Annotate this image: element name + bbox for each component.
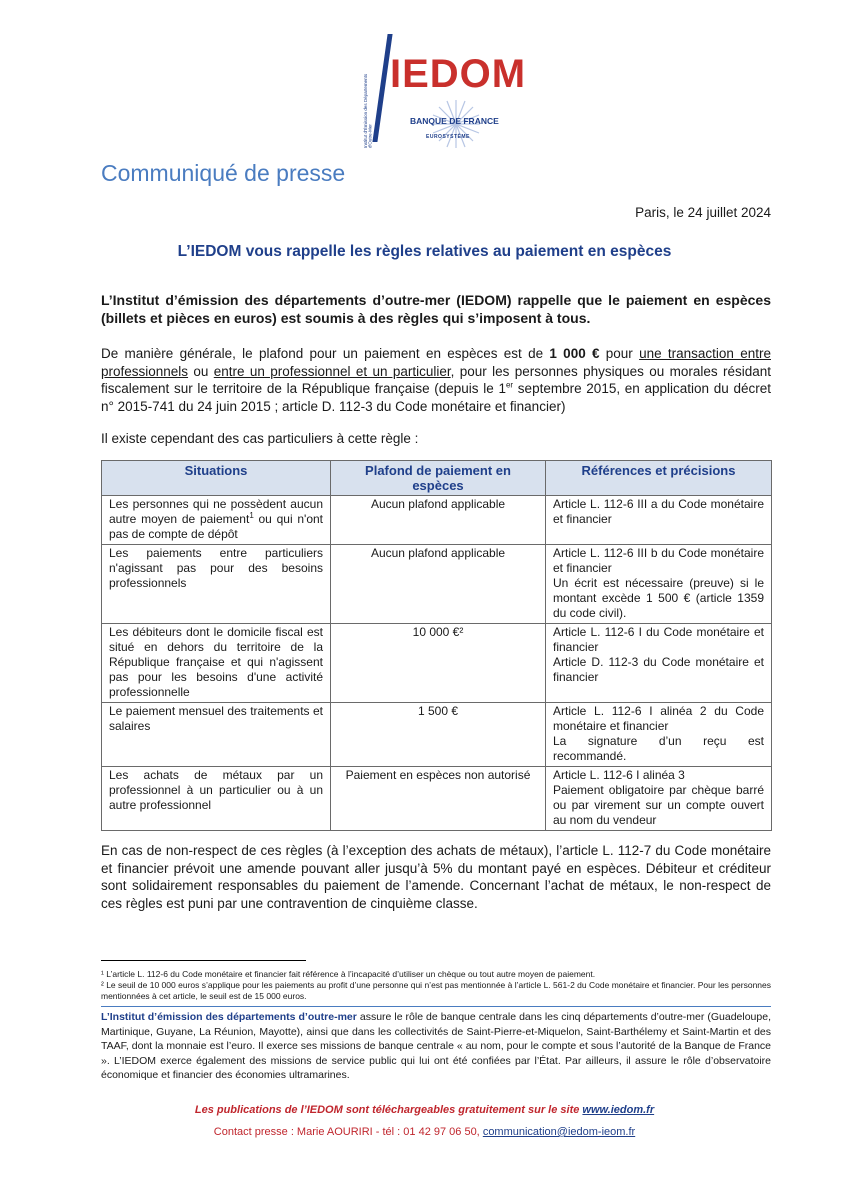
plafond-cell: Aucun plafond applicable: [331, 496, 546, 545]
contact-email-link[interactable]: communication@iedom-ieom.fr: [482, 1126, 636, 1138]
situation-text: Les débiteurs dont le domicile fiscal est situé en dehors du territoire de la République française et qui n'agissent pas pour les besoins d'une activité professionnelle: [109, 625, 323, 699]
header-references: Références et précisions: [546, 461, 772, 496]
situation-text-end: ou qui n'ont pas de compte de dépôt: [109, 512, 323, 541]
contact-text: Contact presse : Marie AOURIRI - tél : 01 42 97 06 50,: [213, 1126, 483, 1138]
text-segment: pour: [599, 346, 640, 361]
iedom-logo: [352, 30, 527, 148]
table-row: [102, 496, 772, 545]
headline: L’IEDOM vous rappelle les règles relatives au paiement en espèces: [177, 243, 672, 260]
special-cases-table: [101, 460, 772, 831]
underlined-professionals: une transaction entre professionnels: [101, 346, 771, 379]
footnote-2: ² Le seuil de 10 000 euros s’applique pour les paiements au profit d’une personne qui n’est pas mentionnée à l’article L. 561-2 du Code monétaire et financier. Pour les personnes mentionnées à cet article, le seuil est de 15 000 euros.: [101, 980, 771, 1001]
press-contact: [0, 1126, 849, 1138]
about-divider: [101, 1006, 771, 1007]
situation-text: Les personnes qui ne possèdent aucun autre moyen de paiement: [109, 497, 323, 526]
reference-line: Article L. 112-6 III b du Code monétaire et financier: [553, 546, 764, 575]
plafond-cell: 10 000 €²: [331, 624, 546, 703]
situation-cell: [102, 496, 331, 545]
text-segment: ou: [188, 363, 214, 379]
footnote-1: ¹ L’article L. 112-6 du Code monétaire et financier fait référence à l’incapacité d’utiliser un chèque ou tout autre moyen de paiement.: [101, 969, 596, 979]
footnote-marker: 1: [249, 511, 254, 520]
reference-line: Paiement obligatoire par chèque barré ou par virement sur un compte ouvert au nom du vendeur: [553, 783, 764, 827]
plafond-cell: Aucun plafond applicable: [331, 545, 546, 624]
penalty-paragraph: En cas de non-respect de ces règles (à l’exception des achats de métaux), l’article L. 112-7 du Code monétaire et financier prévoit une amende pouvant aller jusqu’à 5% du montant payé en espèces. Débiteur et créditeur sont solidairement responsables du paiement de l’amende. Concernant l’achat de métaux, le non-respect de ces règles est puni par une contravention de cinquième classe.: [101, 843, 771, 911]
situation-cell: [102, 624, 331, 703]
table-row: [102, 703, 772, 767]
cash-limit-amount: 1 000 €: [549, 346, 600, 361]
logo-wordmark: IEDOM: [390, 52, 527, 96]
plafond-cell: 1 500 €: [331, 703, 546, 767]
superscript: er: [505, 380, 514, 390]
references-cell: [546, 545, 772, 624]
general-rule-paragraph: [101, 345, 771, 415]
situation-cell: [102, 545, 331, 624]
references-cell: [546, 703, 772, 767]
references-cell: [546, 496, 772, 545]
page-title: Communiqué de presse: [101, 160, 346, 186]
reference-line: Article L. 112-6 I alinéa 3: [553, 768, 685, 782]
header-situations: Situations: [102, 461, 331, 496]
reference-line: La signature d’un reçu est recommandé.: [553, 734, 764, 763]
reference-line: Article L. 112-6 III a du Code monétaire et financier: [553, 497, 764, 526]
reference-line: Article L. 112-6 I du Code monétaire et financier: [553, 625, 764, 654]
logo-tiny-text: Institut d'Émission des Départements d'Outre-Mer: [363, 73, 373, 148]
table-header-row: [102, 461, 772, 496]
reference-line: Article D. 112-3 du Code monétaire et financier: [553, 655, 764, 684]
situation-text: Le paiement mensuel des traitements et salaires: [109, 704, 323, 733]
table-row: [102, 624, 772, 703]
references-cell: [546, 767, 772, 831]
special-cases-intro: Il existe cependant des cas particuliers à cette règle :: [101, 431, 419, 446]
plafond-cell: Paiement en espèces non autorisé: [331, 767, 546, 831]
footnote-rule: [101, 960, 306, 961]
situation-text: Les paiements entre particuliers n'agissant pas pour des besoins professionnels: [109, 546, 323, 590]
header-plafond: Plafond de paiement en espèces: [331, 461, 546, 496]
press-date: Paris, le 24 juillet 2024: [635, 205, 771, 220]
situation-text: Les achats de métaux par un professionnel à un particulier ou à un autre professionnel: [109, 768, 323, 812]
table-row: [102, 545, 772, 624]
text-segment: septembre 2015, en application du décret n° 2015-741 du 24 juin 2015 ; article D. 112-3 du Code monétaire et financier): [101, 381, 771, 414]
situation-cell: [102, 703, 331, 767]
about-title: L’Institut d’émission des départements d’outre-mer: [101, 1011, 357, 1023]
website-link[interactable]: www.iedom.fr: [582, 1104, 655, 1116]
logo-eurosysteme: EUROSYSTÈME: [426, 134, 470, 140]
about-text: assure le rôle de banque centrale dans les cinq départements d’outre-mer (Guadeloupe, Martinique, Guyane, La Réunion, Mayotte), ainsi que dans les collectivités de Saint-Pierre-et-Miquelon, Saint-Barthélemy et Saint-Martin et des TAAF, dont la monnaie est l’euro. Il exerce ses missions de banque centrale « au nom, pour le compte et sous l’autorité de la Banque de France ». L’IEDOM exerce également des missions de service public qui lui ont été confiées par l’État. Par ailleurs, il assure le rôle d’observatoire économique et financier des économies ultramarines.: [101, 1011, 771, 1081]
references-cell: [546, 624, 772, 703]
reference-line: Un écrit est nécessaire (preuve) si le montant excède 1 500 € (article 1359 du code civil).: [553, 576, 764, 620]
publications-notice: [0, 1104, 849, 1116]
table-row: [102, 767, 772, 831]
text-segment: , pour les personnes physiques ou morales résidant fiscalement sur le territoire de la République française (depuis le 1: [101, 363, 771, 396]
underlined-professional-individual: entre un professionnel et un particulier: [213, 363, 451, 379]
reference-line: Article L. 112-6 I alinéa 2 du Code monétaire et financier: [553, 704, 764, 733]
publications-text: Les publications de l’IEDOM sont téléchargeables gratuitement sur le site: [194, 1104, 583, 1116]
text-segment: De manière générale, le plafond pour un paiement en espèces est de: [101, 346, 550, 361]
about-iedom: [101, 1010, 771, 1083]
logo-banque-de-france: BANQUE DE FRANCE: [410, 116, 499, 126]
situation-cell: [102, 767, 331, 831]
intro-paragraph: L’Institut d’émission des départements d’outre-mer (IEDOM) rappelle que le paiement en espèces (billets et pièces en euros) est soumis à des règles qui s’imposent à tous.: [101, 292, 771, 326]
